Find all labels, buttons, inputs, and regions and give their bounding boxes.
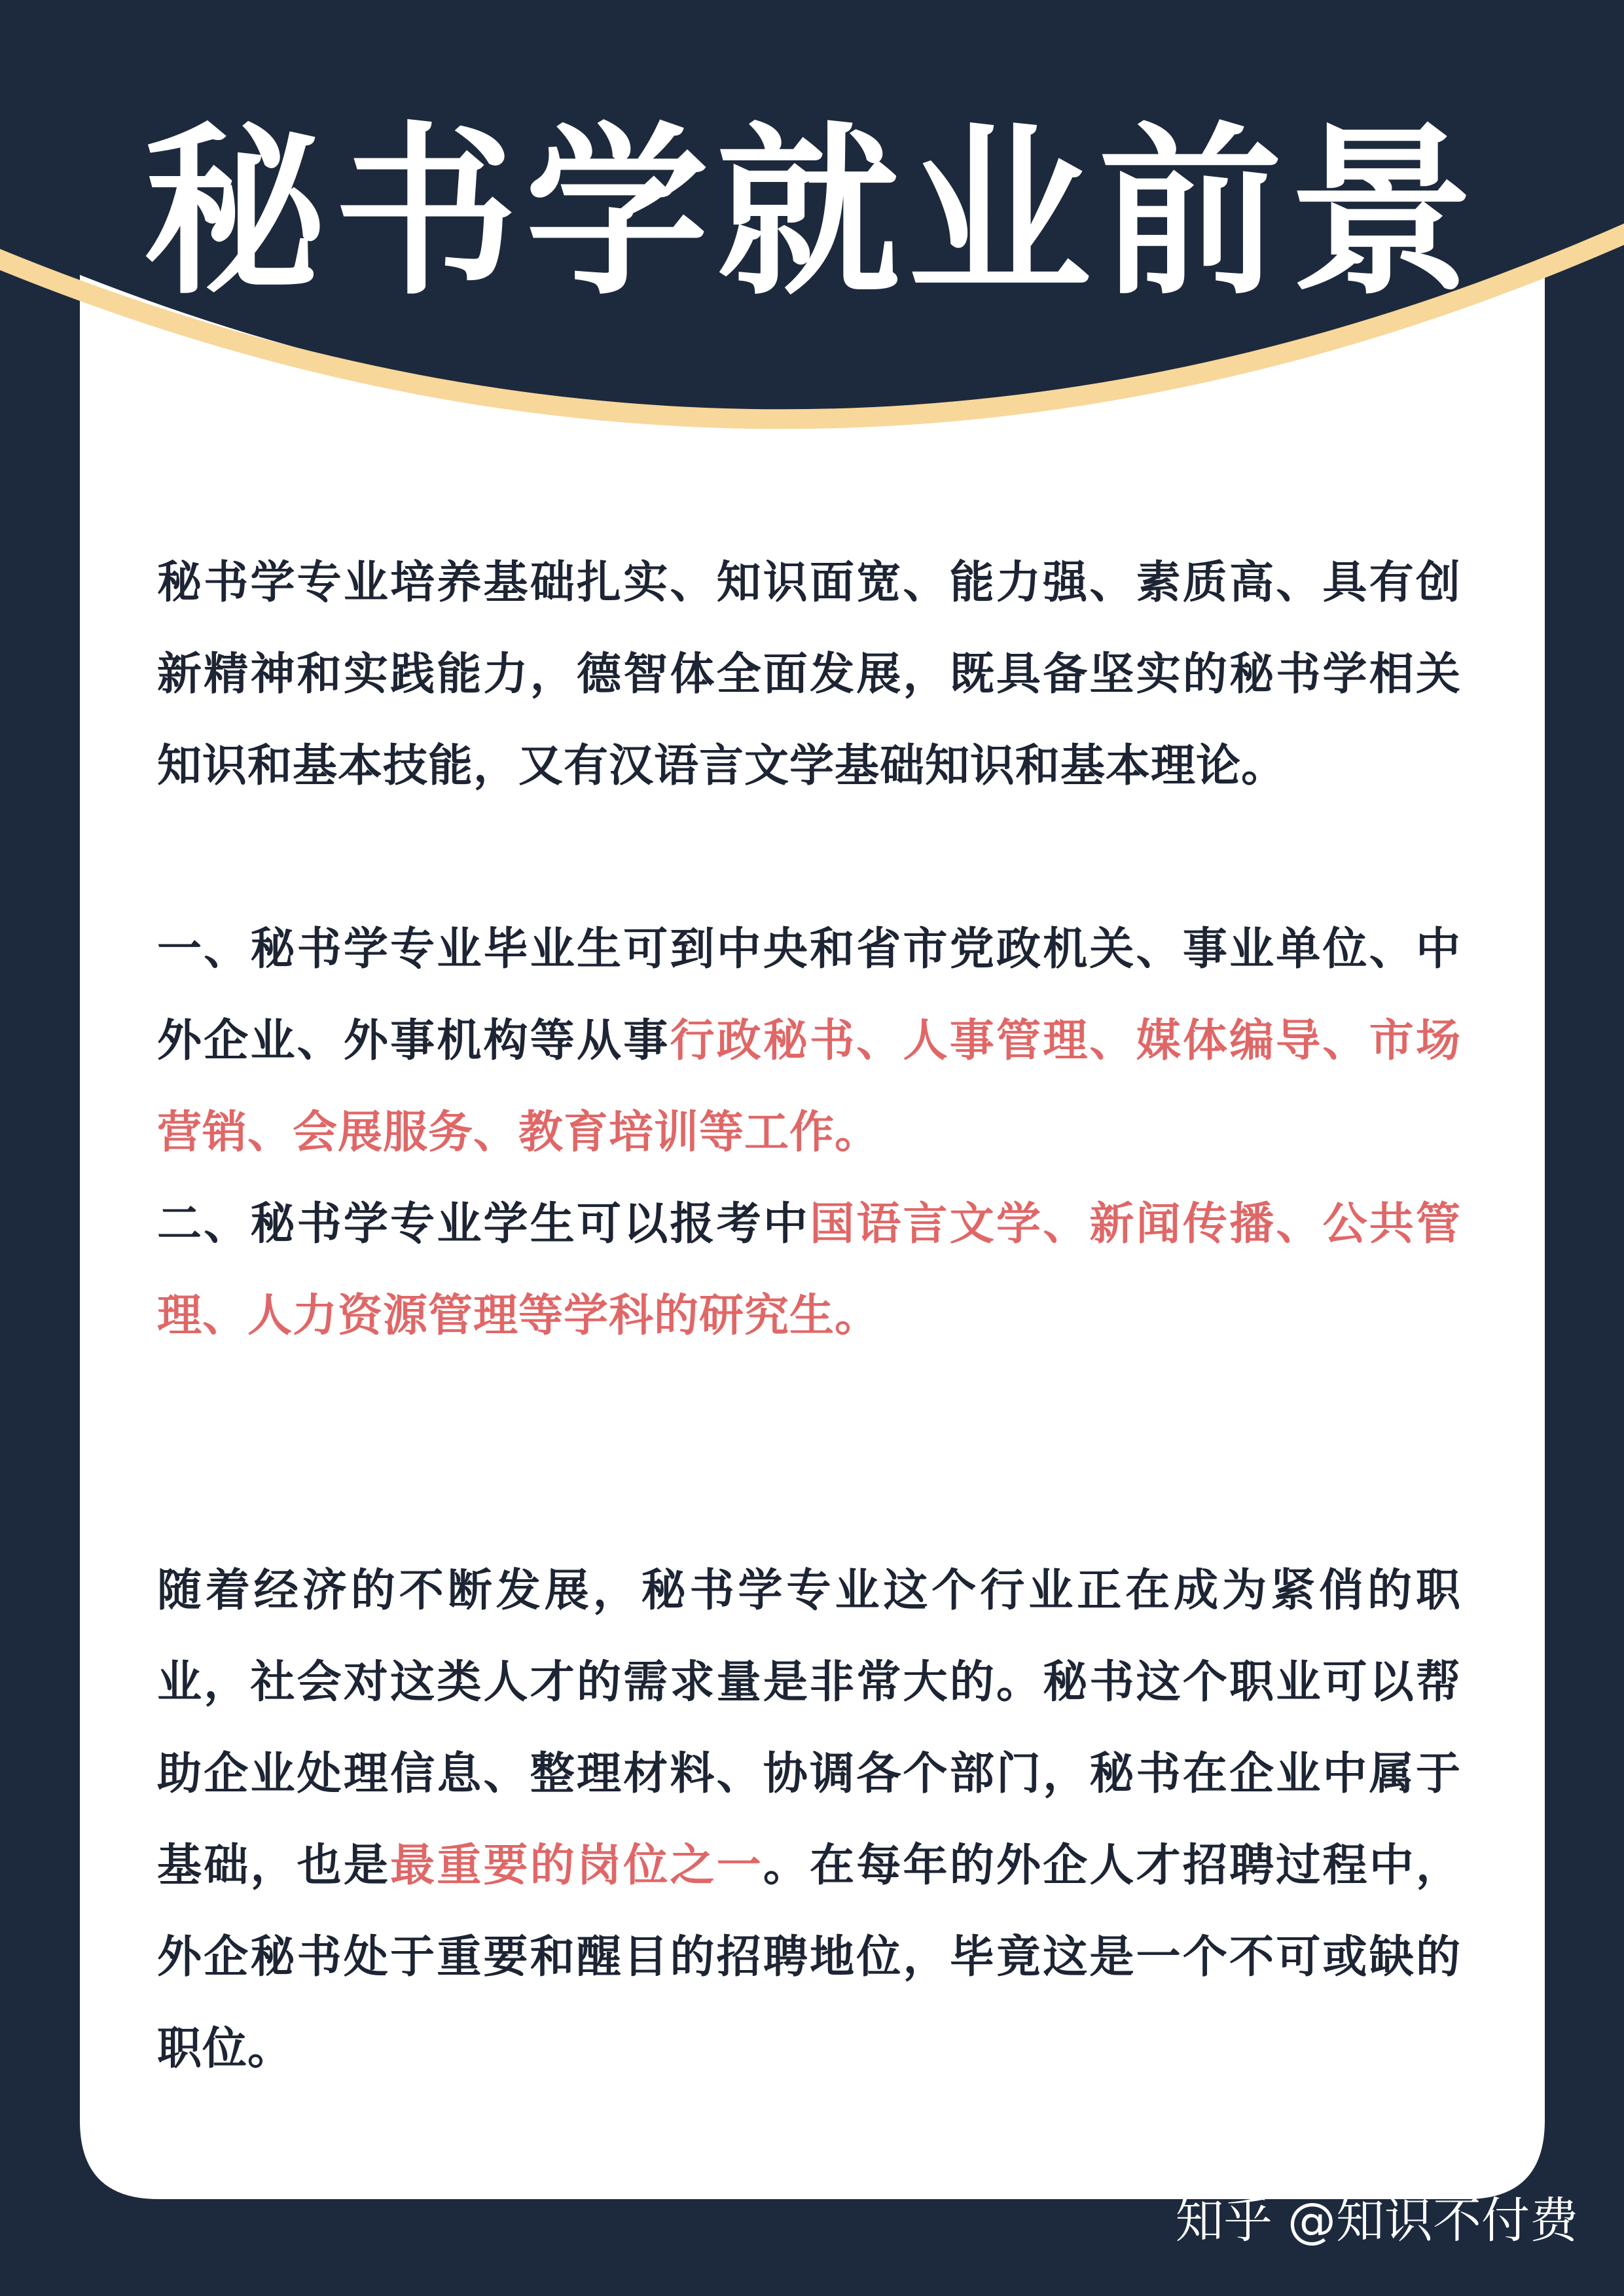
point-two-text: 二、秘书学专业学生可以报考中 <box>157 1198 810 1250</box>
closing-highlight: 最重要的岗位之一 <box>390 1839 763 1892</box>
paragraph-spacer <box>157 1361 1461 1545</box>
point-two-highlight: 国语言文学、新闻传播、公共管理、人力资源管理等学科的研究生。 <box>157 1198 1461 1342</box>
intro-paragraph: 秘书学专业培养基础扎实、知识面宽、能力强、素质高、具有创新精神和实践能力，德智体全面发展，既具备坚实的秘书学相关知识和基本技能，又有汉语言文学基础知识和基本理论。 <box>157 556 1461 792</box>
closing-text-second: 。在每年的外企人才招聘过程中，外企秘书处于重要和醒目的招聘地位，毕竟这是一个不可或缺的职位。 <box>157 1839 1461 2075</box>
article-body <box>157 537 1461 2094</box>
paragraph-spacer <box>157 812 1461 903</box>
page-title: 秘书学就业前景 <box>143 105 1481 320</box>
point-two <box>157 1178 1461 1361</box>
point-one-highlight: 行政秘书、人事管理、媒体编导、市场营销、会展服务、教育培训等工作。 <box>157 1014 1461 1158</box>
closing-text-first: 随着经济的不断发展，秘书学专业这个行业正在成为紧俏的职业，社会对这类人才的需求量是非常大的。秘书这个职业可以帮助企业处理信息、整理材料、协调各个部门，秘书在企业中属于基础，也是 <box>157 1564 1461 1892</box>
point-one-text: 一、秘书学专业毕业生可到中央和省市党政机关、事业单位、中外企业、外事机构等从事 <box>157 923 1461 1067</box>
point-one <box>157 903 1461 1178</box>
closing-paragraph <box>157 1545 1461 2094</box>
zhihu-watermark: 知乎 @知识不付费 <box>1175 2193 1578 2249</box>
